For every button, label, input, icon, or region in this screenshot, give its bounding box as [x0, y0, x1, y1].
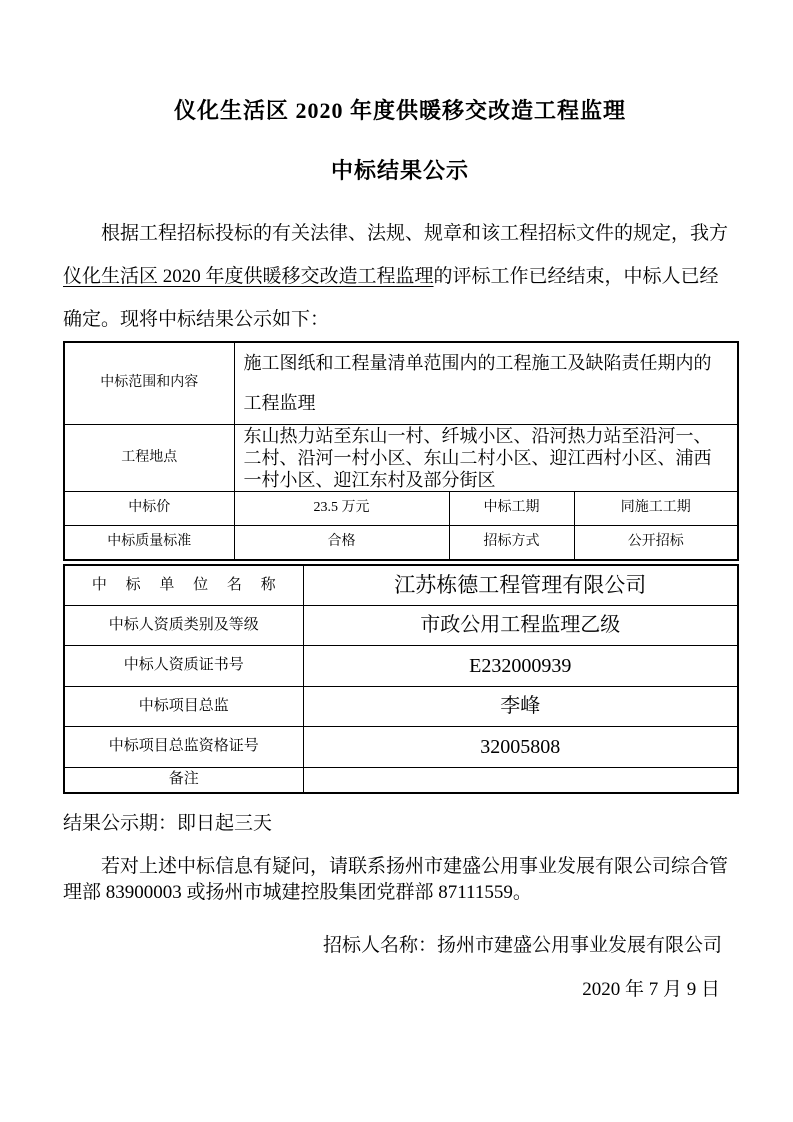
winner-supervisor-value: 李峰: [303, 686, 738, 726]
winner-row-supervisor: [64, 686, 738, 726]
winner-qualification-value: 市政公用工程监理乙级: [303, 605, 738, 645]
winner-company-value: 江苏栋德工程管理有限公司: [303, 565, 738, 605]
winner-supervisor-label: 中标项目总监: [64, 686, 303, 726]
contact-paragraph: [63, 854, 737, 905]
winner-supervisor-cert-value: 32005808: [303, 726, 738, 767]
winner-qualification-label: 中标人资质类别及等级: [64, 605, 303, 645]
winner-row-supervisor-cert: [64, 726, 738, 767]
winner-certificate-label: 中标人资质证书号: [64, 645, 303, 686]
winner-certificate-value: E232000939: [303, 645, 738, 686]
table-row-scope: [64, 342, 738, 424]
intro-line-1: 根据工程招标投标的有关法律、法规、规章和该工程招标文件的规定，我方: [101, 223, 729, 244]
winner-row-company: [64, 565, 738, 605]
intro-line-2: [63, 255, 737, 298]
method-label-cell: 招标方式: [449, 525, 574, 560]
intro-line-2-rest: 的评标工作已经结束，中标人已经: [433, 266, 719, 287]
method-value-cell: 公开招标: [574, 525, 738, 560]
contact-line-1: 若对上述中标信息有疑问，请联系扬州市建盛公用事业发展有限公司综合管: [101, 856, 729, 877]
price-label-cell: 中标价: [64, 491, 234, 525]
scope-label-cell: 中标范围和内容: [64, 342, 234, 424]
winner-row-certificate: [64, 645, 738, 686]
price-value-cell: 23.5 万元: [234, 491, 449, 525]
intro-paragraph: [63, 212, 737, 341]
duration-label-cell: 中标工期: [449, 491, 574, 525]
document-content: [63, 0, 737, 1003]
publicity-period-line: 结果公示期：即日起三天: [63, 813, 273, 834]
winner-company-label: 中 标 单 位 名 称: [64, 565, 303, 605]
winner-row-remarks: [64, 767, 738, 793]
quality-label-cell: 中标质量标准: [64, 525, 234, 560]
remarks-value: [303, 767, 738, 793]
table-row-quality: [64, 525, 738, 560]
tenderer-name-line: 招标人名称：扬州市建盛公用事业发展有限公司: [322, 935, 722, 956]
table-row-price: [64, 491, 738, 525]
contact-line-2: 理部 83900003 或扬州市城建控股集团党群部 87111559。: [63, 881, 532, 903]
bid-info-table: [63, 341, 739, 561]
winner-supervisor-cert-label: 中标项目总监资格证号: [64, 726, 303, 767]
quality-value-cell: 合格: [234, 525, 449, 560]
intro-line-3: 确定。现将中标结果公示如下：: [63, 309, 330, 330]
winner-info-table: [63, 564, 739, 794]
winner-row-qualification: [64, 605, 738, 645]
scope-value-cell: 施工图纸和工程量清单范围内的工程施工及缺陷责任期内的工程监理: [234, 342, 738, 424]
project-name-underlined: 仪化生活区 2020 年度供暖移交改造工程监理: [63, 266, 434, 287]
location-label-cell: 工程地点: [64, 424, 234, 491]
document-title: 仪化生活区 2020 年度供暖移交改造工程监理: [173, 98, 626, 123]
location-value-cell: 东山热力站至东山一村、纤城小区、沿河热力站至沿河一、二村、沿河一村小区、东山二村小区、迎江西村小区、浦西一村小区、迎江东村及部分街区: [234, 424, 738, 491]
remarks-label: 备注: [64, 767, 303, 793]
duration-value-cell: 同施工工期: [574, 491, 738, 525]
document-subtitle: 中标结果公示: [330, 158, 469, 183]
document-date: 2020 年 7 月 9 日: [582, 979, 720, 1000]
table-row-location: [64, 424, 738, 491]
